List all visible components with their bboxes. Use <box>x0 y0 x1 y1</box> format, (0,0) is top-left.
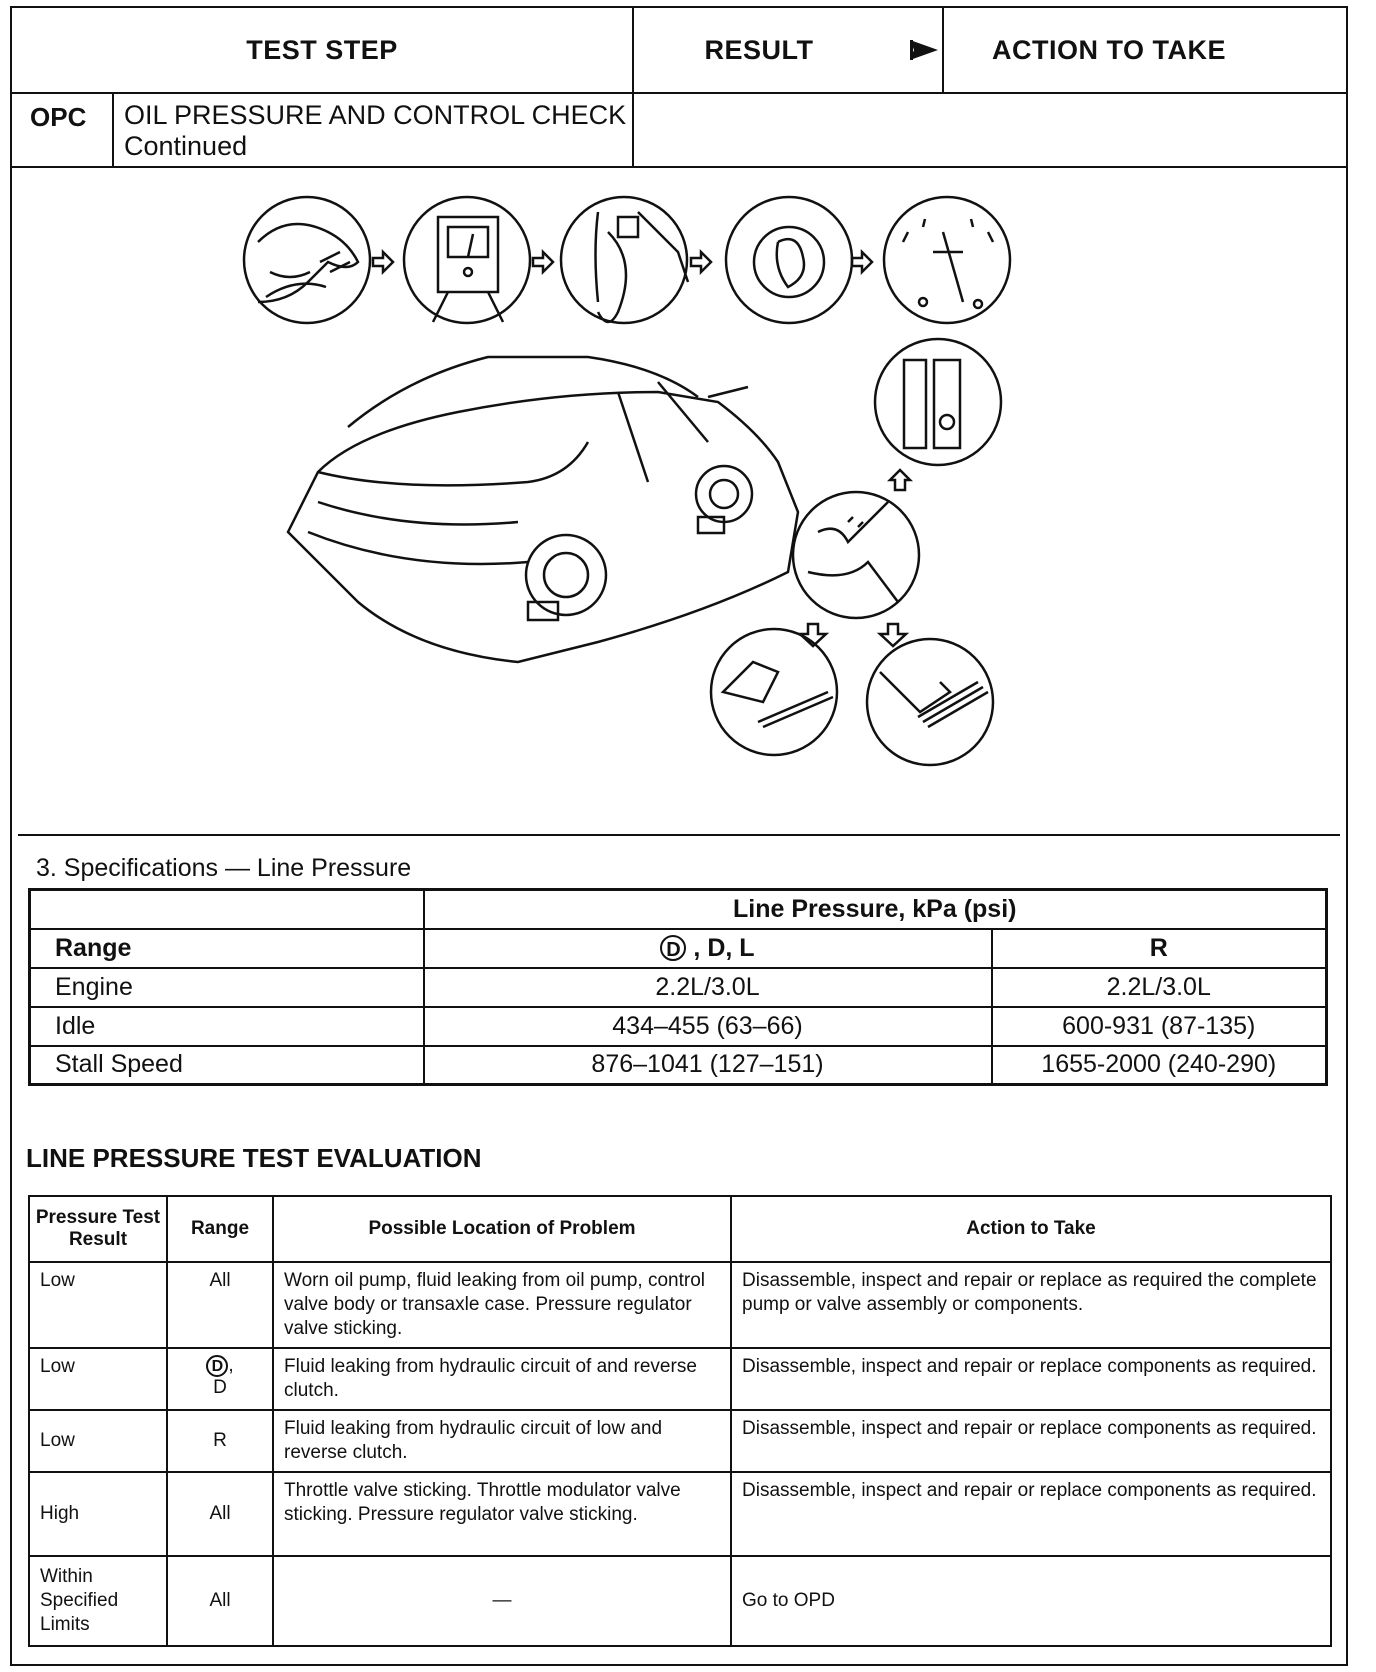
header-test-step: TEST STEP <box>246 34 398 65</box>
dipstick-circle-icon <box>875 339 1001 465</box>
arrow-right-icon <box>910 38 940 62</box>
fluid-level-circle-left-icon <box>711 629 837 755</box>
specifications-title: 3. Specifications — Line Pressure <box>36 854 412 882</box>
spec-range-label: Range <box>30 929 424 968</box>
spec-range-d: D , D, L <box>424 929 992 968</box>
spec-row: Engine 2.2L/3.0L 2.2L/3.0L <box>30 968 1327 1007</box>
step-circle-tachometer-icon <box>884 197 1010 323</box>
circled-d-icon: D <box>660 935 686 961</box>
spec-row: Idle 434–455 (63–66) 600-931 (87-135) <box>30 1007 1327 1046</box>
step-circle-hose-icon <box>561 197 688 323</box>
circled-d-icon: D <box>206 1355 228 1377</box>
arrow-up-icon <box>890 470 910 490</box>
table-row: Low R Fluid leaking from hydraulic circuit of low and reverse clutch. Disassemble, inspect and repair or replace components as required. <box>29 1410 1331 1472</box>
fluid-check-circle-icon <box>793 492 919 618</box>
col-location-header: Possible Location of Problem <box>273 1196 731 1262</box>
arrow-down-right-icon <box>880 624 906 646</box>
col-range-header: Range <box>167 1196 273 1262</box>
step-title-line1: OIL PRESSURE AND CONTROL CHECK <box>124 100 627 130</box>
step-circle-ignition-icon <box>726 197 852 323</box>
step-title <box>124 100 626 162</box>
table-row: Low D , D Fluid leaking from hydraulic circuit of and reverse clutch. Disassemble, inspect and repair or replace components as required. <box>29 1348 1331 1410</box>
col-result-header: Pressure Test Result <box>29 1196 167 1262</box>
spec-range-r: R <box>992 929 1327 968</box>
step-title-line2: Continued <box>124 131 248 161</box>
procedure-illustration <box>18 172 1340 836</box>
table-row: Within Specified Limits All — Go to OPD <box>29 1556 1331 1646</box>
line-pressure-evaluation-table <box>28 1195 1332 1647</box>
header-result-label: RESULT <box>704 34 814 65</box>
car-illustration <box>288 357 798 662</box>
header-action: ACTION TO TAKE <box>992 34 1226 65</box>
line-pressure-spec-table <box>28 888 1328 1086</box>
spec-row: Stall Speed 876–1041 (127–151) 1655-2000 (240-290) <box>30 1046 1327 1085</box>
spec-group-header: Line Pressure, kPa (psi) <box>424 890 1327 929</box>
step-circle-hand-icon <box>244 197 370 323</box>
table-row: Low All Worn oil pump, fluid leaking from oil pump, control valve body or transaxle case. Pressure regulator valve sticking. Disassemble, inspect and repair or replace as required the complete pump or valve assembly or components. <box>29 1262 1331 1348</box>
table-row: High All Throttle valve sticking. Throttle modulator valve sticking. Pressure regulator valve sticking. Disassemble, inspect and repair or replace components as required. <box>29 1472 1331 1556</box>
col-action-header: Action to Take <box>731 1196 1331 1262</box>
header-result <box>634 8 944 92</box>
step-circle-gauge-icon <box>404 197 530 323</box>
evaluation-header-row <box>29 1196 1331 1262</box>
evaluation-title: LINE PRESSURE TEST EVALUATION <box>26 1143 482 1173</box>
step-code: OPC <box>30 102 87 132</box>
header-row <box>12 8 1346 94</box>
fluid-level-circle-right-icon <box>867 639 993 765</box>
